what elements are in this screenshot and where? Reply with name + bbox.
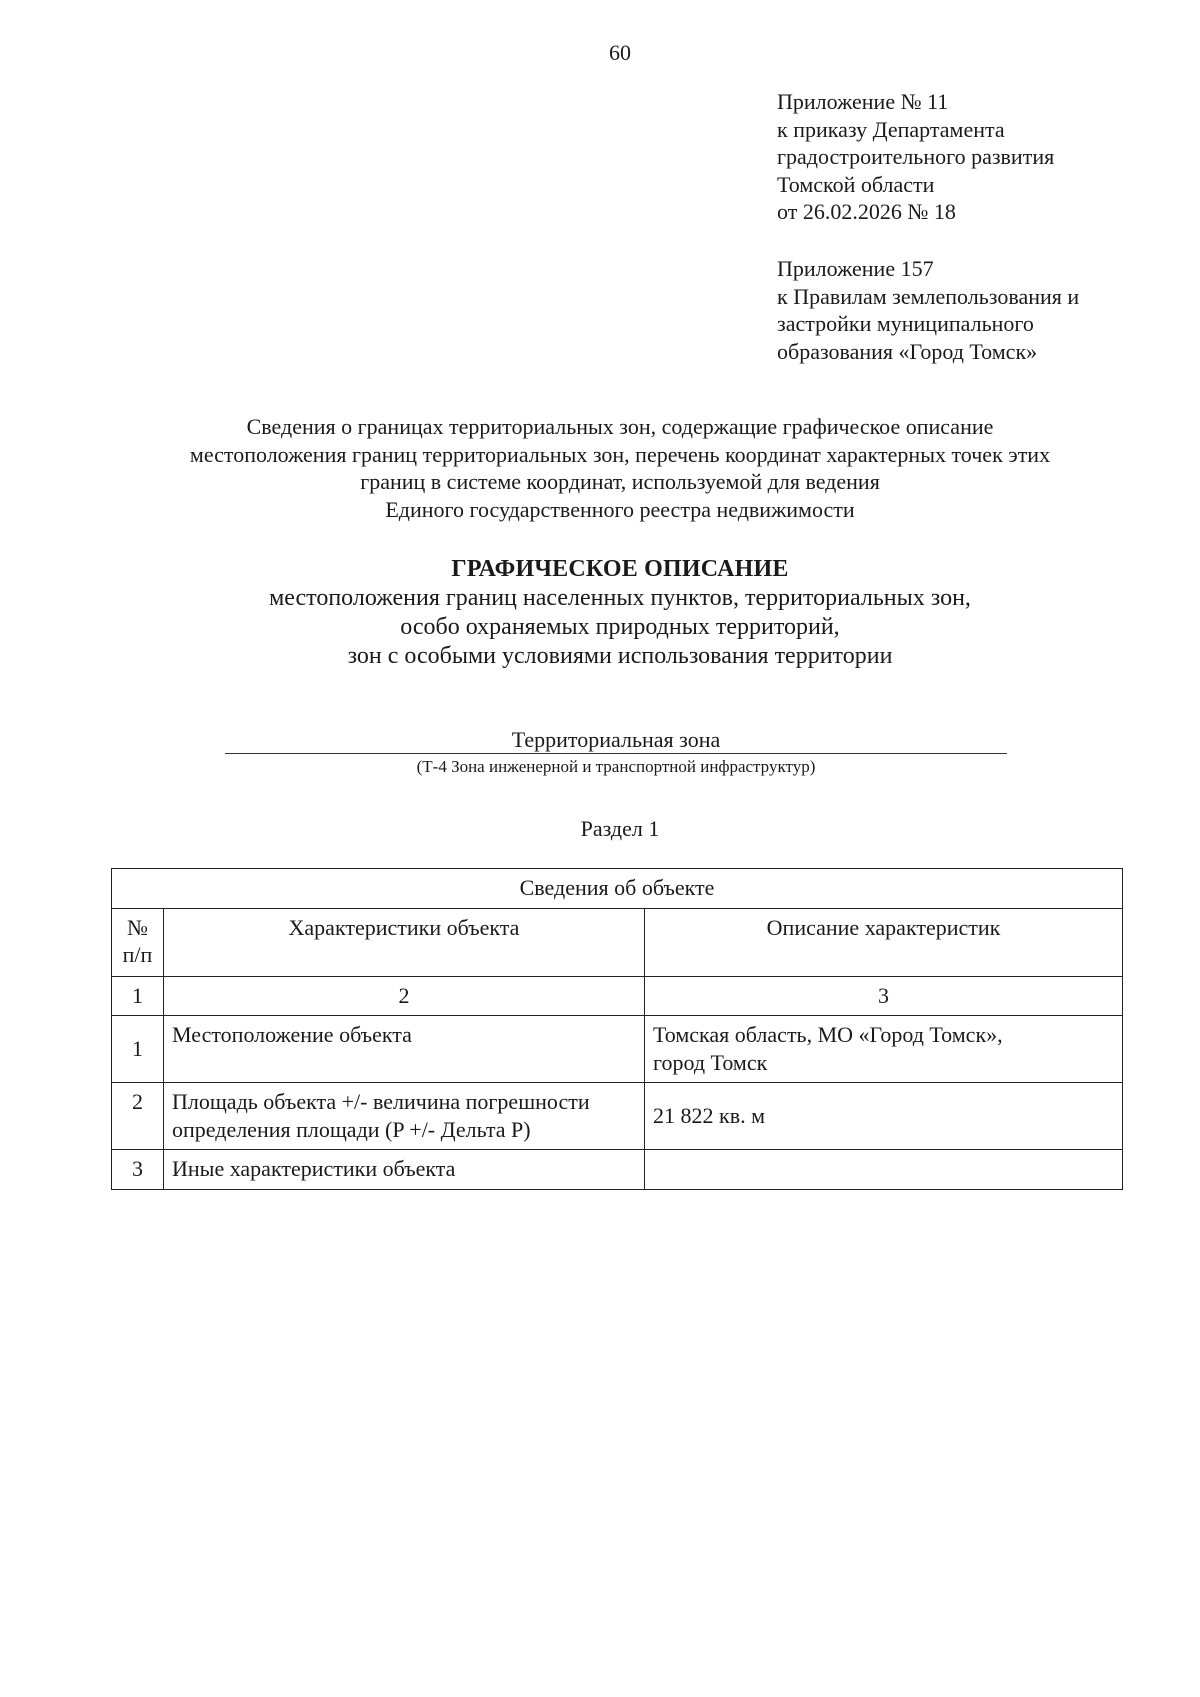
appendix-order-line: к приказу Департамента	[777, 116, 1005, 142]
row-characteristic-line: определения площади (P +/- Дельта P)	[172, 1116, 531, 1142]
table-header-row	[112, 908, 1123, 976]
page-number: 60	[609, 40, 631, 65]
row-num: 1	[112, 1016, 164, 1083]
row-characteristic: Местоположение объекта	[164, 1016, 645, 1083]
zone-name: (Т-4 Зона инженерной и транспортной инфраструктур)	[416, 757, 816, 776]
intro-line: границ в системе координат, используемой для ведения	[360, 469, 880, 494]
intro-line: Единого государственного реестра недвижимости	[385, 496, 855, 522]
appendix-rules-block	[777, 255, 1079, 365]
table-caption: Сведения об объекте	[112, 869, 1123, 909]
row-num: 2	[112, 1083, 164, 1150]
subtitle-line: особо охраняемых природных территорий,	[400, 614, 840, 640]
row-characteristic-line: Площадь объекта +/- величина погрешности	[172, 1089, 590, 1114]
intro-paragraph	[0, 413, 1200, 523]
appendix-order-block	[777, 88, 1054, 226]
column-numbers-row	[112, 976, 1123, 1016]
row-characteristic: Иные характеристики объекта	[164, 1150, 645, 1190]
header-num-line: №	[127, 914, 148, 940]
row-description	[645, 1150, 1123, 1190]
section-heading: Раздел 1	[580, 816, 660, 841]
table-row	[112, 1083, 1123, 1150]
graphic-description-heading	[0, 555, 1200, 671]
document-title: ГРАФИЧЕСКОЕ ОПИСАНИЕ	[451, 556, 789, 582]
table-caption-row	[112, 869, 1123, 909]
header-description: Описание характеристик	[645, 908, 1123, 976]
table-row	[112, 1016, 1123, 1083]
row-description: 21 822 кв. м	[645, 1083, 1123, 1150]
subtitle-line: местоположения границ населенных пунктов, территориальных зон,	[269, 585, 971, 611]
column-number: 1	[112, 976, 164, 1016]
row-description-line: Томская область, МО «Город Томск»,	[653, 1022, 1003, 1047]
intro-line: местоположения границ территориальных зон, перечень координат характерных точек этих	[189, 441, 1051, 467]
row-description-line: город Томск	[653, 1049, 768, 1075]
appendix-order-line: Томской области	[777, 171, 935, 197]
appendix-rules-line: застройки муниципального	[777, 311, 1034, 336]
subtitle-line: зон с особыми условиями использования территории	[347, 643, 893, 669]
row-num: 3	[112, 1150, 164, 1190]
table-row	[112, 1150, 1123, 1190]
intro-line: Сведения о границах территориальных зон, содержащие графическое описание	[246, 414, 994, 439]
row-description	[645, 1016, 1123, 1083]
header-characteristic: Характеристики объекта	[164, 908, 645, 976]
zone-label: Территориальная зона	[225, 726, 1007, 754]
appendix-order-line: градостроительного развития	[777, 144, 1055, 169]
appendix-rules-line: образования «Город Томск»	[777, 338, 1038, 364]
appendix-rules-line: к Правилам землепользования и	[777, 283, 1080, 309]
header-num	[112, 908, 164, 976]
object-info-table	[111, 868, 1123, 1190]
appendix-order-line: от 26.02.2026 № 18	[777, 199, 956, 224]
row-characteristic	[164, 1083, 645, 1150]
column-number: 2	[164, 976, 645, 1016]
appendix-order-line: Приложение № 11	[777, 89, 949, 114]
appendix-rules-line: Приложение 157	[777, 256, 934, 281]
column-number: 3	[645, 976, 1123, 1016]
header-num-line: п/п	[122, 942, 153, 967]
